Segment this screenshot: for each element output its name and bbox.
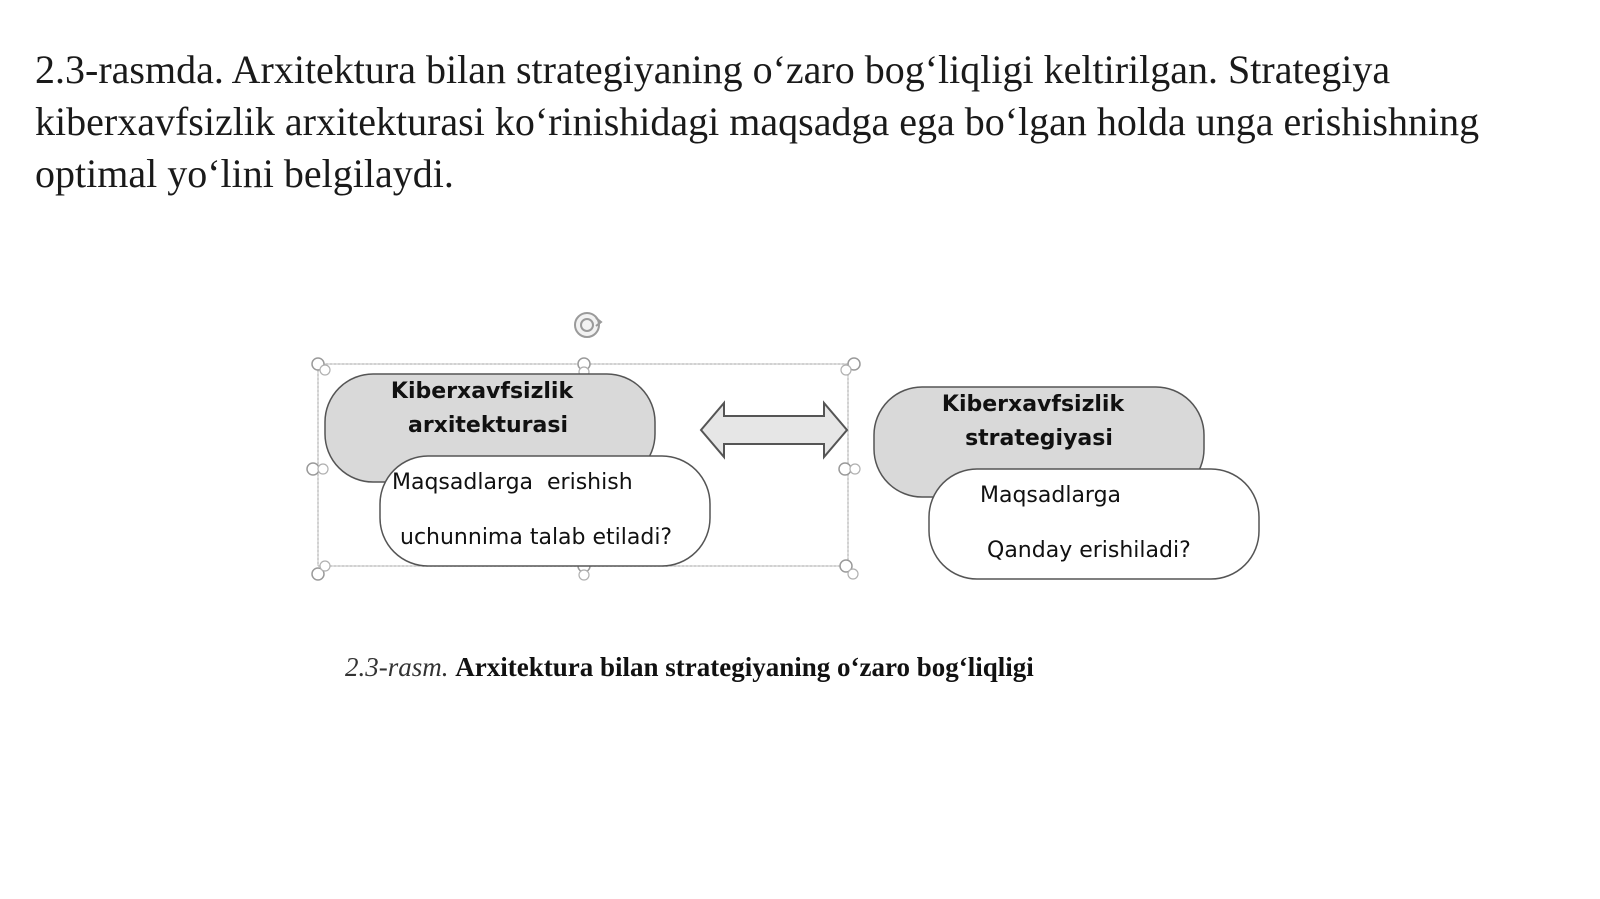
resize-handle-middle-left[interactable] bbox=[307, 463, 319, 475]
resize-handle-middle-right[interactable] bbox=[839, 463, 851, 475]
rotate-handle-icon[interactable] bbox=[575, 313, 601, 337]
strategy-question-line2: Qanday erishiladi? bbox=[987, 538, 1191, 563]
architecture-title-line2: arxitekturasi bbox=[407, 413, 569, 438]
strategy-title-line2: strategiyasi bbox=[965, 426, 1113, 451]
architecture-question-line1: Maqsadlarga erishish bbox=[392, 470, 633, 495]
caption-label: 2.3-rasm. bbox=[345, 652, 449, 682]
bidirectional-arrow-icon bbox=[701, 403, 847, 457]
caption-text: Arxitektura bilan strategiyaning o‘zaro bog‘liqligi bbox=[455, 652, 1034, 682]
strategy-question-line1: Maqsadlarga bbox=[980, 483, 1122, 508]
strategy-title-line1: Kiberxavfsizlik bbox=[941, 392, 1125, 417]
body-paragraph: 2.3-rasmda. Arxitektura bilan strategiyaning o‘zaro bog‘liqligi keltirilgan. Strategiya kiberxavfsizlik arxitekturasi ko‘rinishidagi maqsadga ega bo‘lgan holda unga erishishning optimal yo‘lini belgilaydi. bbox=[35, 47, 1480, 196]
figure-caption bbox=[345, 652, 1245, 683]
architecture-question-line2: uchunnima talab etiladi? bbox=[400, 525, 673, 550]
architecture-title-line1: Kiberxavfsizlik bbox=[390, 379, 574, 404]
